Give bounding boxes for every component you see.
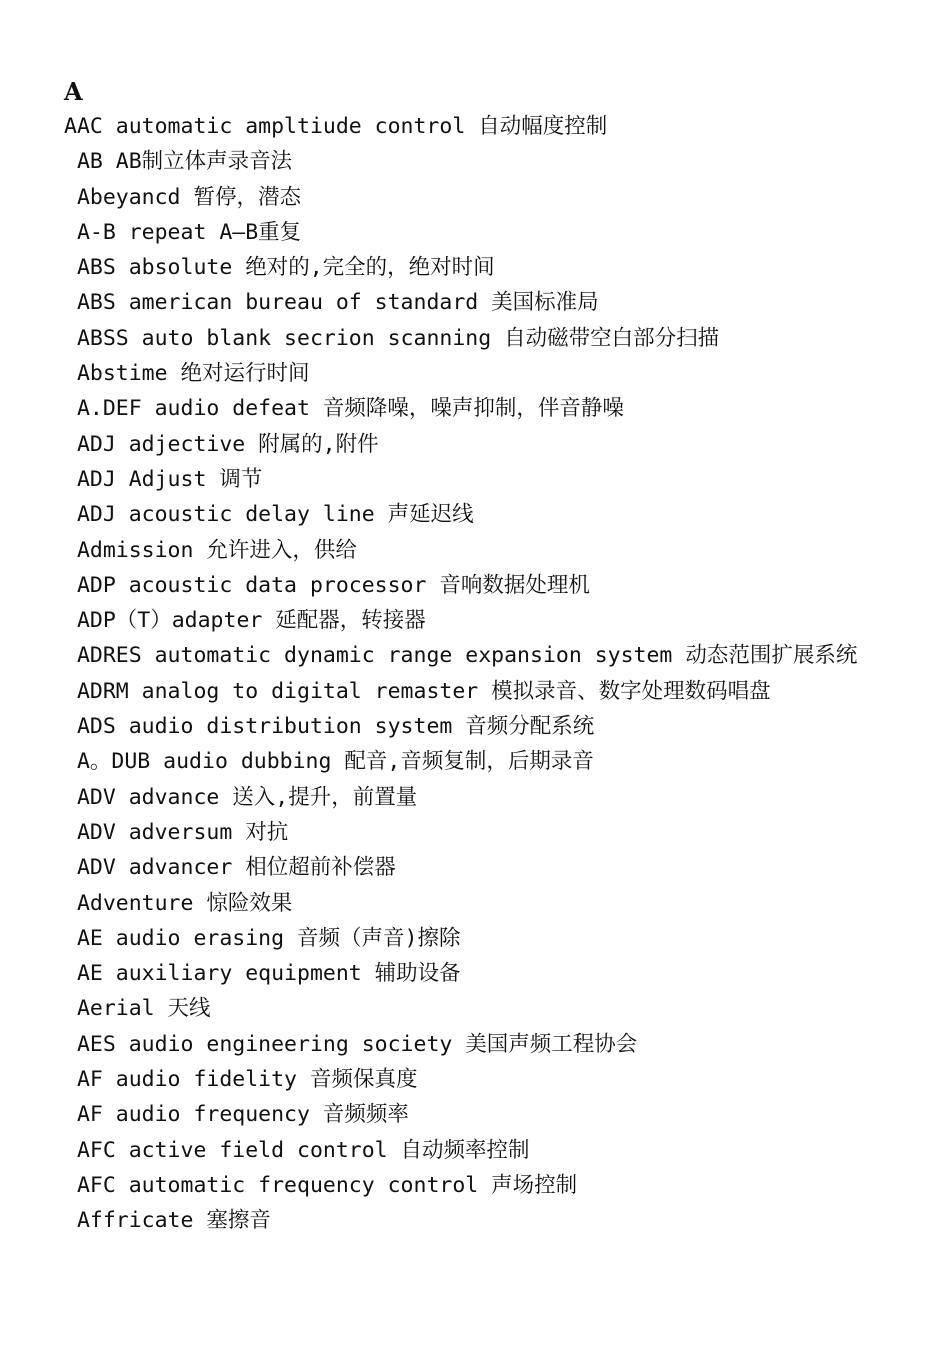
glossary-list (64, 109, 904, 1239)
glossary-entry: ADP acoustic data processor 音响数据处理机 (64, 572, 590, 598)
glossary-entry: A-B repeat A—B重复 (64, 219, 302, 245)
glossary-entry: ADV advance 送入,提升，前置量 (64, 784, 418, 810)
glossary-entry: AE auxiliary equipment 辅助设备 (64, 961, 461, 987)
section-heading: A (64, 77, 83, 106)
glossary-entry: Abeyancd 暂停，潜态 (64, 184, 301, 210)
glossary-entry: ABSS auto blank secrion scanning 自动磁带空白部分扫描 (64, 325, 720, 351)
glossary-entry: ADRM analog to digital remaster 模拟录音、数字处理数码唱盘 (64, 678, 771, 704)
glossary-entry: ADV advancer 相位超前补偿器 (64, 855, 396, 881)
glossary-entry: ADJ Adjust 调节 (64, 466, 263, 492)
glossary-entry: Admission 允许进入，供给 (64, 537, 357, 563)
glossary-entry: ADRES automatic dynamic range expansion system 动态范围扩展系统 (64, 643, 858, 669)
glossary-entry: AE audio erasing 音频（声音)擦除 (64, 925, 461, 951)
glossary-entry: A.DEF audio defeat 音频降噪，噪声抑制，伴音静噪 (64, 396, 624, 422)
glossary-entry: Aerial 天线 (64, 996, 211, 1022)
glossary-entry: Adventure 惊险效果 (64, 890, 293, 916)
glossary-entry: ADP（T）adapter 延配器，转接器 (64, 608, 426, 634)
glossary-entry: Abstime 绝对运行时间 (64, 361, 310, 387)
glossary-entry: ADS audio distribution system 音频分配系统 (64, 714, 595, 740)
glossary-entry: AAC automatic ampltiude control 自动幅度控制 (64, 114, 608, 139)
glossary-entry: AB AB制立体声录音法 (64, 149, 293, 175)
glossary-entry: AFC active field control 自动频率控制 (64, 1137, 530, 1163)
glossary-entry: Affricate 塞擦音 (64, 1208, 271, 1234)
glossary-entry: AFC automatic frequency control 声场控制 (64, 1172, 578, 1198)
glossary-entry: AES audio engineering society 美国声频工程协会 (64, 1031, 638, 1057)
glossary-entry: ADJ acoustic delay line 声延迟线 (64, 502, 474, 528)
glossary-entry: ADJ adjective 附属的,附件 (64, 431, 379, 457)
glossary-entry: A。DUB audio dubbing 配音,音频复制，后期录音 (64, 749, 594, 775)
glossary-entry: AF audio frequency 音频频率 (64, 1102, 409, 1128)
glossary-entry: ABS american bureau of standard 美国标准局 (64, 290, 599, 316)
glossary-entry: AF audio fidelity 音频保真度 (64, 1067, 418, 1093)
glossary-entry: ABS absolute 绝对的,完全的，绝对时间 (64, 255, 495, 281)
glossary-entry: ADV adversum 对抗 (64, 819, 289, 845)
document-page (64, 74, 904, 1239)
